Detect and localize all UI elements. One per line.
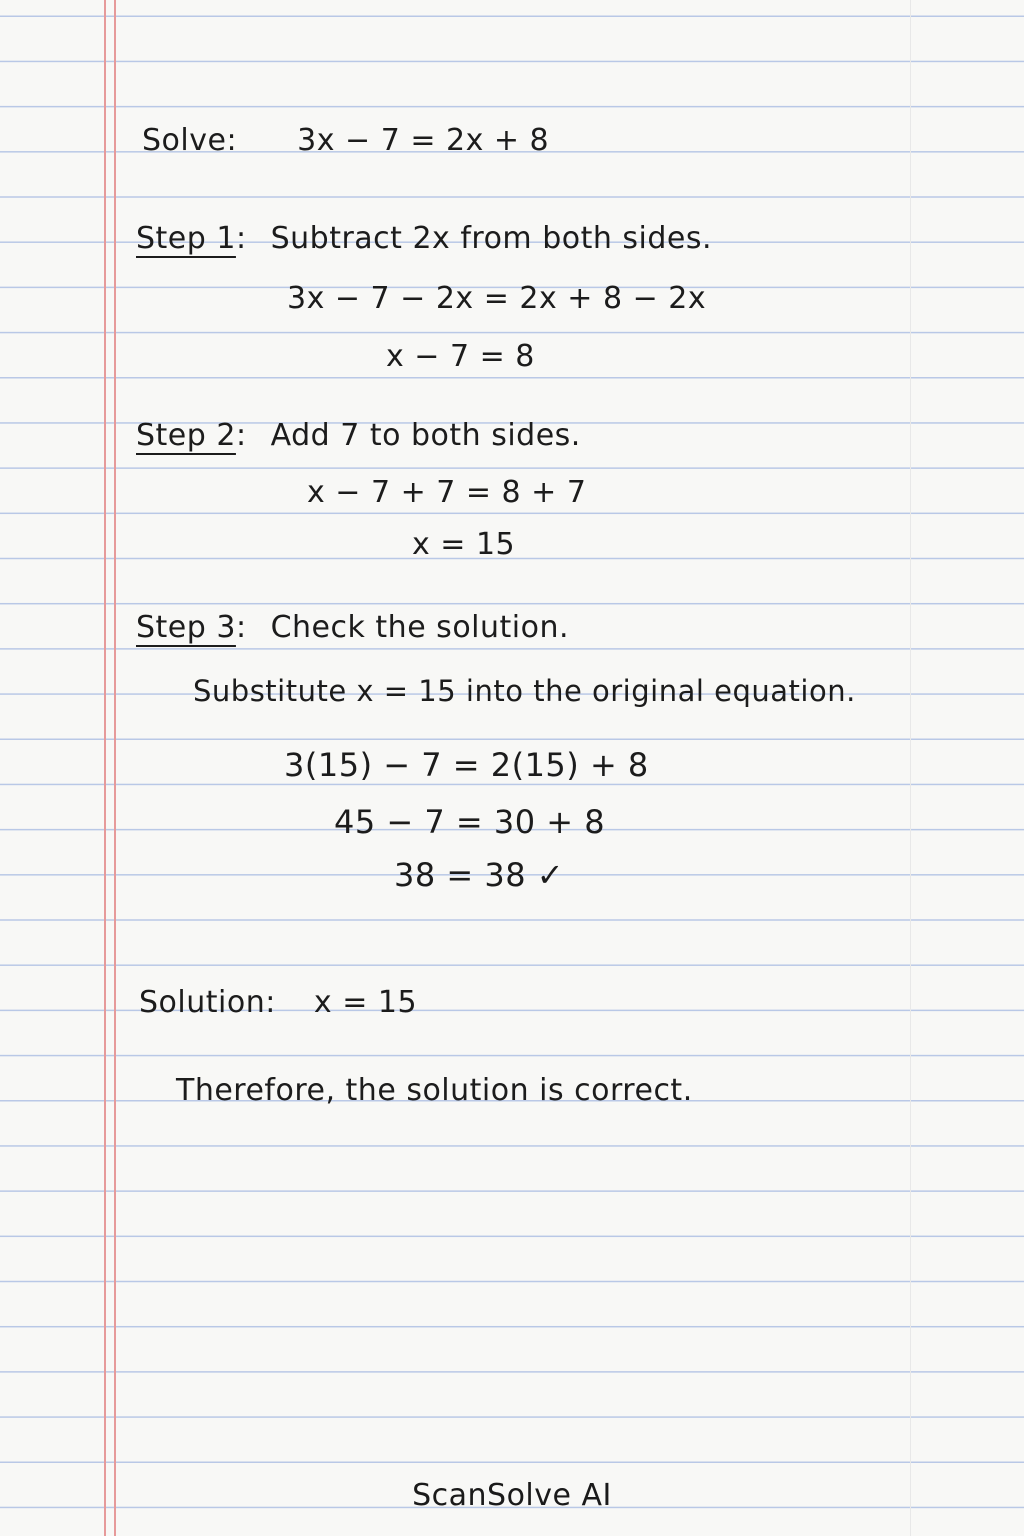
step-3-equation-3: 38 = 38 ✓ bbox=[394, 856, 565, 894]
margin-line bbox=[104, 0, 106, 1536]
step-2-equation-1: x − 7 + 7 = 8 + 7 bbox=[307, 475, 587, 510]
step-3-header: Step 3: Check the solution. bbox=[136, 610, 570, 645]
step-1-label: Step 1 bbox=[136, 221, 236, 256]
step-1-instruction: Subtract 2x from both sides. bbox=[270, 221, 713, 256]
problem-label: Solve: bbox=[142, 123, 238, 158]
problem-equation: 3x − 7 = 2x + 8 bbox=[297, 123, 550, 158]
step-3-equation-1: 3(15) − 7 = 2(15) + 8 bbox=[284, 746, 649, 784]
step-1-equation-1: 3x − 7 − 2x = 2x + 8 − 2x bbox=[287, 281, 707, 316]
margin-line bbox=[114, 0, 116, 1536]
step-3-label: Step 3 bbox=[136, 610, 236, 645]
step-3-instruction: Check the solution. bbox=[270, 610, 570, 645]
solution-label: Solution: bbox=[139, 985, 276, 1020]
step-2-label: Step 2 bbox=[136, 418, 236, 453]
step-2-equation-2: x = 15 bbox=[412, 527, 516, 562]
problem-row bbox=[142, 123, 550, 158]
step-3-note: Substitute x = 15 into the original equation. bbox=[193, 674, 856, 708]
solution-value: x = 15 bbox=[313, 985, 418, 1020]
step-1-equation-2: x − 7 = 8 bbox=[386, 339, 535, 374]
step-2-header: Step 2: Add 7 to both sides. bbox=[136, 418, 581, 453]
footer-brand: ScanSolve AI bbox=[412, 1478, 612, 1513]
conclusion-text: Therefore, the solution is correct. bbox=[176, 1073, 693, 1108]
solution-row bbox=[139, 985, 418, 1020]
step-3-equation-2: 45 − 7 = 30 + 8 bbox=[334, 803, 606, 841]
step-1-header: Step 1: Subtract 2x from both sides. bbox=[136, 221, 713, 256]
page-edge bbox=[910, 0, 911, 1536]
step-2-instruction: Add 7 to both sides. bbox=[270, 418, 581, 453]
